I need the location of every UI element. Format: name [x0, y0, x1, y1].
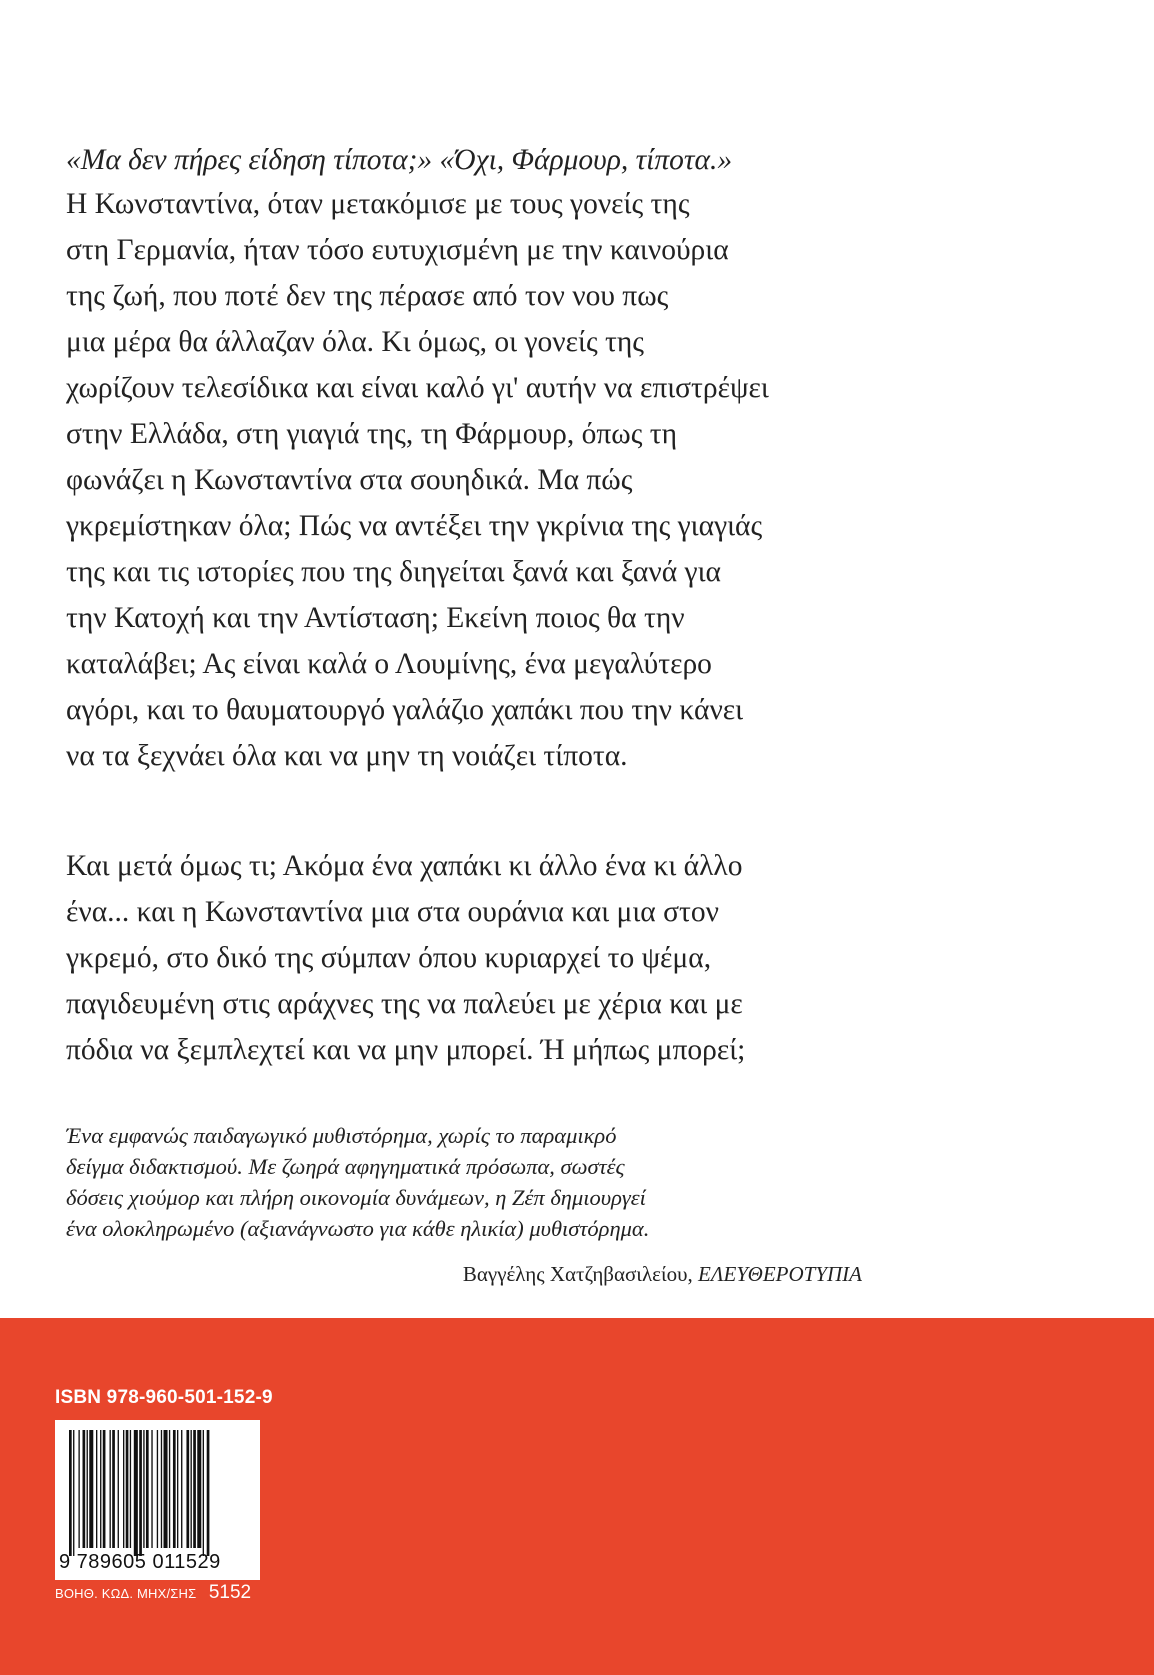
barcode-bar — [146, 1430, 149, 1548]
blurb-line: να τα ξεχνάει όλα και να μην τη νοιάζει τίποτα. — [66, 740, 628, 772]
barcode-bar — [134, 1430, 138, 1556]
barcode-bar — [181, 1430, 182, 1548]
barcode-bar — [203, 1430, 204, 1556]
aux-code-label: ΒΟΗΘ. ΚΩΔ. ΜΗΧ/ΣΗΣ — [55, 1586, 197, 1601]
blurb-line: φωνάζει η Κωνσταντίνα στα σουηδικά. Μα πώς — [66, 464, 633, 496]
blurb-line: Και μετά όμως τι; Ακόμα ένα χαπάκι κι άλλο ένα κι άλλο — [66, 850, 743, 882]
barcode-bar — [126, 1430, 129, 1548]
barcode-bar — [118, 1430, 119, 1548]
blurb-line: μια μέρα θα άλλαζαν όλα. Κι όμως, οι γονείς της — [66, 326, 644, 358]
blurb-line: πόδια να ξεμπλεχτεί και να μην μπορεί. Ή μήπως μπορεί; — [66, 1034, 746, 1066]
blurb-line: την Κατοχή και την Αντίσταση; Εκείνη ποιος θα την — [66, 602, 685, 634]
review-line: Ένα εμφανώς παιδαγωγικό μυθιστόρημα, χωρίς το παραμικρό — [66, 1123, 617, 1148]
barcode-bar — [89, 1430, 93, 1548]
review-line: δείγμα διδακτισμού. Με ζωηρά αφηγηματικά πρόσωπα, σωστές — [66, 1154, 625, 1179]
barcode-bar — [73, 1430, 74, 1556]
barcode-bar — [103, 1430, 106, 1548]
barcode-bar — [151, 1430, 152, 1548]
review-line: ένα ολοκληρωμένο (αξιανάγνωστο για κάθε ηλικία) μυθιστόρημα. — [66, 1216, 650, 1241]
barcode-bar — [87, 1430, 88, 1548]
blurb-line: Η Κωνσταντίνα, όταν μετακόμισε με τους γονείς της — [66, 188, 690, 220]
isbn-label: ISBN 978-960-501-152-9 — [55, 1387, 273, 1408]
aux-code-number: 5152 — [208, 1582, 252, 1603]
barcode-bar — [193, 1430, 196, 1548]
review-author: Βαγγέλης Χατζηβασιλείου, — [462, 1262, 693, 1286]
barcode-bar — [191, 1430, 192, 1548]
blurb-line: στην Ελλάδα, στη γιαγιά της, τη Φάρμουρ, όπως τη — [66, 418, 678, 450]
barcode-bar — [161, 1430, 162, 1548]
aux-code — [55, 1582, 251, 1604]
blurb-line: χωρίζουν τελεσίδικα και είναι καλό γι' αυτήν να επιστρέψει — [66, 372, 769, 404]
barcode — [55, 1420, 260, 1580]
barcode-bar — [83, 1430, 86, 1548]
barcode-bar — [110, 1430, 111, 1548]
blurb-line: παγιδευμένη στις αράχνες της να παλεύει με χέρια και με — [66, 988, 743, 1020]
blurb-line: στη Γερμανία, ήταν τόσο ευτυχισμένη με την καινούρια — [66, 234, 729, 266]
barcode-bar — [130, 1430, 131, 1548]
review-source: ΕΛΕΥΘΕΡΟΤΥΠΙΑ — [698, 1262, 862, 1286]
blurb-line: καταλάβει; Ας είναι καλά ο Λουμίνης, ένα μεγαλύτερο — [66, 648, 712, 680]
blurb-line: γκρεμίστηκαν όλα; Πώς να αντέξει την γκρίνια της γιαγιάς — [66, 510, 763, 542]
barcode-digits: 9 789605 011529 — [59, 1551, 221, 1573]
barcode-bar — [123, 1430, 124, 1548]
barcode-bar — [197, 1430, 201, 1548]
barcode-bar — [96, 1430, 97, 1548]
barcode-bar — [207, 1430, 210, 1556]
barcode-bar — [157, 1430, 158, 1548]
barcode-bar — [78, 1430, 79, 1548]
opening-quote: «Μα δεν πήρες είδηση τίποτα;» «Όχι, Φάρμουρ, τίποτα.» — [66, 144, 733, 176]
barcode-bar — [139, 1430, 142, 1556]
barcode-bar — [69, 1430, 72, 1556]
blurb-line: αγόρι, και το θαυματουργό γαλάζιο χαπάκι που την κάνει — [66, 694, 744, 726]
blurb-line: γκρεμό, στο δικό της σύμπαν όπου κυριαρχεί το ψέμα, — [66, 942, 712, 974]
blurb-line: της και τις ιστορίες που της διηγείται ξανά και ξανά για — [66, 556, 721, 588]
barcode-bar — [186, 1430, 189, 1548]
barcode-bar — [143, 1430, 144, 1548]
barcode-bar — [177, 1430, 178, 1548]
blurb-line: της ζωή, που ποτέ δεν της πέρασε από τον νου πως — [66, 280, 669, 312]
barcode-bar — [100, 1430, 101, 1548]
barcode-bar — [164, 1430, 168, 1548]
barcode-bar — [112, 1430, 115, 1548]
review-line: δόσεις χιούμορ και πλήρη οικονομία δυνάμεων, η Ζέπ δημιουργεί — [66, 1185, 646, 1210]
barcode-bar — [173, 1430, 176, 1548]
review-attribution — [463, 1262, 862, 1287]
blurb-line: ένα... και η Κωνσταντίνα μια στα ουράνια και μια στον — [66, 896, 719, 928]
barcode-bar — [169, 1430, 170, 1548]
